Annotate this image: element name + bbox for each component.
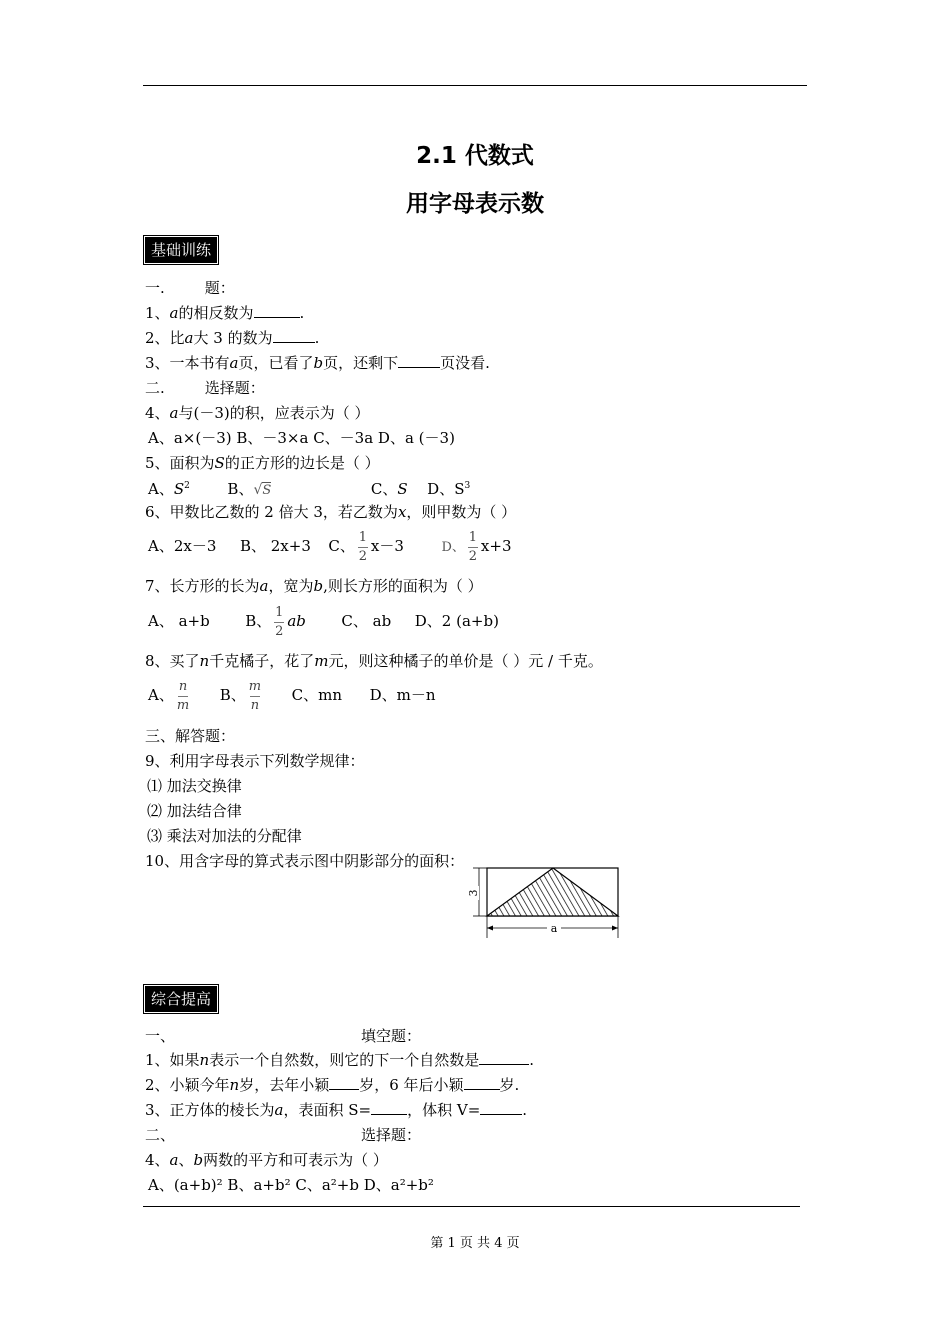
heading-fill-blank [145, 278, 235, 298]
header-rule [143, 85, 807, 86]
answer-blank[interactable] [398, 353, 440, 368]
option-label: C、 [370, 480, 398, 498]
q-text: 与(－3)的积，应表示为（ ） [178, 404, 370, 422]
heading-text: 选择题： [204, 379, 265, 397]
question-4-options: A、a×(－3) B、－3×a C、－3a D、a (－3) [148, 429, 455, 447]
shaded-triangle-figure [455, 862, 630, 944]
numerator: n [178, 678, 188, 694]
q-text: 3、一本书有 [145, 354, 230, 372]
option-b: B、 2x+3 [239, 537, 311, 555]
q-text: 的正方形的边长是（ ） [224, 454, 380, 472]
fraction [358, 530, 368, 565]
question-2-4-options: A、(a+b)² B、a+b² C、a²+b D、a²+b² [148, 1176, 434, 1194]
heading-number: 二. [145, 379, 165, 397]
section-tag-basic: 基础训练 [145, 237, 217, 263]
width-label: a [550, 922, 558, 935]
q-text: 岁. [499, 1076, 520, 1094]
q-text: 3、正方体的棱长为 [145, 1101, 275, 1119]
question-2-2 [145, 1075, 519, 1095]
option-d: D、m－n [369, 686, 436, 704]
superscript: 2 [184, 481, 190, 491]
fraction [274, 605, 284, 640]
q-var: a [274, 1101, 284, 1119]
q-text: 元，则这种橘子的单价是（ ）元 / 千克。 [328, 652, 603, 670]
question-1 [145, 303, 304, 323]
q-var: b [313, 354, 324, 372]
question-10: 10、用含字母的算式表示图中阴影部分的面积： [145, 852, 465, 870]
section-tag-advanced: 综合提高 [145, 986, 217, 1012]
q-var: a [229, 354, 239, 372]
q-text: 大 3 的数为 [193, 329, 273, 347]
option-label: A、 [148, 480, 174, 498]
option-c: x－3 [370, 537, 404, 555]
q-var: a [169, 404, 179, 422]
question-5 [145, 453, 380, 473]
heading-choice [145, 378, 265, 398]
q-text: . [529, 1051, 535, 1069]
answer-blank[interactable] [329, 1075, 359, 1090]
option-a: A、2x－3 [148, 537, 217, 555]
option-d: D、2 (a+b) [414, 612, 499, 630]
q-var: n [229, 1076, 240, 1094]
q-var: S [214, 454, 225, 472]
question-5-options [148, 476, 470, 501]
answer-blank[interactable] [479, 1050, 529, 1065]
sqrt-icon: √ [253, 482, 263, 498]
question-2-1 [145, 1050, 534, 1070]
option-c: C、mn [291, 686, 343, 704]
answer-blank[interactable] [480, 1100, 522, 1115]
page-title: 2.1 代数式 [416, 143, 534, 169]
numerator: 1 [468, 529, 478, 545]
q-text: ，体积 V= [407, 1101, 481, 1119]
question-6 [145, 502, 516, 522]
q-text: 4、 [145, 404, 170, 422]
question-2-4 [145, 1150, 388, 1170]
q-text: 两数的平方和可表示为（ ） [203, 1151, 388, 1169]
q-text: 、 [178, 1151, 194, 1169]
option-label: B、 [227, 480, 254, 498]
heading-fill-blank-2 [145, 1026, 421, 1046]
option-label: B、 [245, 612, 272, 630]
q-text: 页，已看了 [238, 354, 314, 372]
denominator: 2 [468, 548, 478, 564]
superscript: 3 [464, 481, 471, 491]
numerator: 1 [275, 604, 284, 620]
q-text: 2、比 [145, 329, 185, 347]
q-text: 6、甲数比乙数的 2 倍大 3，若乙数为 [145, 503, 398, 521]
denominator: m [176, 697, 190, 713]
option-label: B、 [219, 686, 246, 704]
q-text: 2、小颖今年 [145, 1076, 230, 1094]
question-2 [145, 328, 319, 348]
q-var: a [184, 329, 194, 347]
numerator: m [248, 678, 262, 694]
q-var: a [169, 1151, 179, 1169]
question-9-item-3: ⑶ 乘法对加法的分配律 [147, 827, 302, 845]
q-text: . [299, 304, 305, 322]
page-subtitle: 用字母表示数 [406, 191, 544, 217]
q-text: ，表面积 S= [283, 1101, 372, 1119]
q-text: 页没看. [440, 354, 490, 372]
q-var: S [262, 483, 272, 498]
heading-choice-2 [145, 1125, 421, 1145]
q-text: 1、如果 [145, 1051, 200, 1069]
q-text: 4、 [145, 1151, 170, 1169]
question-2-3 [145, 1100, 527, 1120]
question-7-options [148, 603, 499, 640]
question-9-item-1: ⑴ 加法交换律 [147, 777, 242, 795]
q-var: x [397, 503, 407, 521]
q-text: 岁，6 年后小颖 [359, 1076, 464, 1094]
question-6-options [148, 528, 512, 566]
height-label: 3 [467, 889, 480, 897]
question-9-item-2: ⑵ 加法结合律 [147, 802, 242, 820]
option-c: C、 ab [341, 612, 392, 630]
q-text: 的相反数为 [178, 304, 254, 322]
question-8 [145, 651, 603, 671]
answer-blank[interactable] [371, 1100, 407, 1115]
q-text: 千克橘子，花了 [209, 652, 315, 670]
q-var: S [397, 480, 408, 498]
q-var: b [193, 1151, 204, 1169]
option-b: ab [287, 612, 306, 630]
q-var: b [313, 577, 324, 595]
option-label: A、 [148, 686, 174, 704]
q-text: ，则甲数为（ ） [406, 503, 517, 521]
answer-blank[interactable] [464, 1075, 500, 1090]
answer-blank[interactable] [254, 303, 300, 318]
question-3 [145, 353, 490, 373]
option-label: D、 [441, 540, 465, 555]
q-text: 岁，去年小颖 [239, 1076, 330, 1094]
question-4 [145, 403, 370, 423]
fraction [177, 679, 189, 714]
heading-text: 选择题： [361, 1126, 422, 1144]
q-text: ，宽为 [268, 577, 314, 595]
fraction [468, 530, 478, 565]
q-var: m [314, 652, 329, 670]
q-var: a [259, 577, 269, 595]
q-text: ,则长方形的面积为（ ） [323, 577, 483, 595]
question-8-options [148, 677, 436, 714]
q-text: 5、面积为 [145, 454, 215, 472]
q-text: 页，还剩下 [323, 354, 399, 372]
q-var: S [173, 480, 185, 498]
option-label: D、S [427, 480, 465, 498]
question-7 [145, 576, 483, 596]
footer-rule [143, 1206, 800, 1207]
option-d: x+3 [480, 537, 512, 555]
denominator: 2 [358, 548, 368, 564]
answer-blank[interactable] [273, 328, 315, 343]
q-text: 表示一个自然数，则它的下一个自然数是 [209, 1051, 480, 1069]
q-var: n [199, 1051, 210, 1069]
option-a: A、 a+b [148, 612, 210, 630]
q-text: . [314, 329, 320, 347]
q-var: n [199, 652, 210, 670]
heading-number: 二、 [145, 1126, 176, 1144]
heading-text: 填空题： [361, 1027, 422, 1045]
question-9: 9、利用字母表示下列数学规律： [145, 752, 365, 770]
heading-text: 题： [204, 279, 235, 297]
q-text: . [522, 1101, 528, 1119]
numerator: 1 [358, 529, 368, 545]
q-text: 1、 [145, 304, 170, 322]
q-var: a [169, 304, 179, 322]
option-label: C、 [328, 537, 355, 555]
denominator: 2 [275, 623, 284, 639]
heading-number: 一. [145, 279, 165, 297]
fraction [249, 679, 261, 714]
denominator: n [250, 697, 260, 713]
q-text: 7、长方形的长为 [145, 577, 260, 595]
page-footer: 第 1 页 共 4 页 [430, 1236, 520, 1251]
q-text: 8、买了 [145, 652, 200, 670]
heading-solve: 三、解答题： [145, 727, 236, 745]
heading-number: 一、 [145, 1027, 176, 1045]
